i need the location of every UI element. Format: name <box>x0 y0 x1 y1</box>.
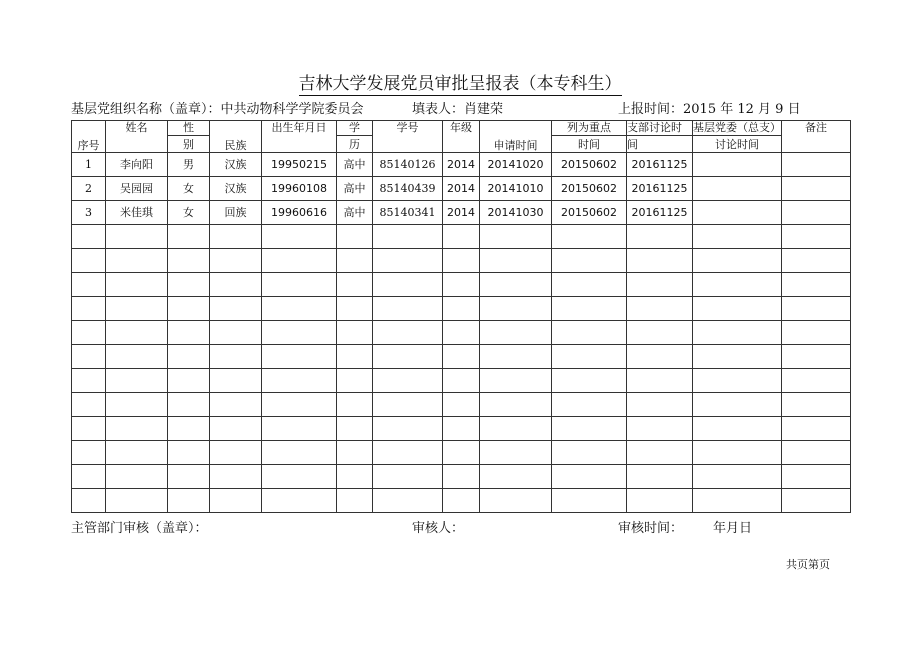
empty-cell <box>443 249 480 273</box>
empty-cell <box>337 321 373 345</box>
cell-education: 高中 <box>337 153 373 177</box>
empty-cell <box>262 225 337 249</box>
header-committee-top: 基层党委（总支） <box>693 121 781 134</box>
empty-cell <box>373 249 443 273</box>
empty-cell <box>262 297 337 321</box>
empty-row <box>72 345 851 369</box>
cell-branch-time: 20161125 <box>627 201 693 225</box>
empty-cell <box>72 225 106 249</box>
empty-cell <box>373 465 443 489</box>
empty-cell <box>693 321 782 345</box>
empty-cell <box>782 273 851 297</box>
empty-cell <box>443 369 480 393</box>
empty-cell <box>106 489 168 513</box>
cell-branch-time: 20161125 <box>627 153 693 177</box>
empty-cell <box>210 369 262 393</box>
empty-cell <box>168 417 210 441</box>
empty-cell <box>627 225 693 249</box>
empty-cell <box>693 249 782 273</box>
cell-ethnicity: 回族 <box>210 201 262 225</box>
empty-cell <box>782 489 851 513</box>
review-time-label: 审核时间： <box>618 521 684 536</box>
empty-cell <box>782 417 851 441</box>
empty-cell <box>480 393 552 417</box>
cell-birth: 19960108 <box>262 177 337 201</box>
cell-gender: 女 <box>168 177 210 201</box>
empty-cell <box>443 489 480 513</box>
empty-cell <box>72 393 106 417</box>
empty-cell <box>106 273 168 297</box>
empty-cell <box>337 369 373 393</box>
empty-cell <box>782 465 851 489</box>
header-name: 姓名 <box>106 121 168 153</box>
table-row <box>72 153 851 177</box>
empty-row <box>72 441 851 465</box>
empty-cell <box>627 249 693 273</box>
empty-cell <box>373 393 443 417</box>
empty-cell <box>480 369 552 393</box>
empty-cell <box>627 297 693 321</box>
cell-student-id: 85140341 <box>373 201 443 225</box>
empty-cell <box>552 345 627 369</box>
empty-cell <box>552 225 627 249</box>
empty-cell <box>373 489 443 513</box>
empty-cell <box>337 465 373 489</box>
header-focus-bottom: 时间 <box>552 136 627 153</box>
cell-seq: 3 <box>72 201 106 225</box>
empty-cell <box>443 345 480 369</box>
empty-cell <box>443 321 480 345</box>
empty-cell <box>782 321 851 345</box>
empty-cell <box>72 249 106 273</box>
header-grade: 年级 <box>443 121 480 153</box>
empty-cell <box>627 393 693 417</box>
empty-cell <box>693 297 782 321</box>
table-row <box>72 201 851 225</box>
cell-education: 高中 <box>337 201 373 225</box>
empty-cell <box>168 321 210 345</box>
header-edu-top: 学 <box>337 121 373 136</box>
org-name <box>71 102 364 118</box>
empty-cell <box>168 225 210 249</box>
empty-cell <box>693 393 782 417</box>
empty-cell <box>168 345 210 369</box>
filler <box>412 102 503 118</box>
empty-cell <box>168 465 210 489</box>
empty-cell <box>106 297 168 321</box>
empty-cell <box>693 273 782 297</box>
dept-review: 主管部门审核（盖章）： <box>71 521 208 536</box>
empty-cell <box>168 297 210 321</box>
empty-cell <box>262 321 337 345</box>
header-branch-bottom: 间 <box>627 136 693 153</box>
empty-cell <box>106 345 168 369</box>
empty-cell <box>106 393 168 417</box>
cell-birth: 19950215 <box>262 153 337 177</box>
empty-cell <box>262 345 337 369</box>
empty-cell <box>552 297 627 321</box>
cell-remarks <box>782 153 851 177</box>
header-focus-top: 列为重点 <box>552 121 627 136</box>
header-remarks: 备注 <box>782 121 851 153</box>
empty-cell <box>373 369 443 393</box>
table-row <box>72 177 851 201</box>
empty-cell <box>443 273 480 297</box>
empty-cell <box>782 369 851 393</box>
org-label: 基层党组织名称（盖章）： <box>71 102 221 117</box>
empty-cell <box>627 369 693 393</box>
empty-cell <box>337 393 373 417</box>
empty-cell <box>627 273 693 297</box>
empty-cell <box>552 249 627 273</box>
empty-cell <box>373 441 443 465</box>
cell-education: 高中 <box>337 177 373 201</box>
empty-cell <box>552 489 627 513</box>
empty-cell <box>480 489 552 513</box>
empty-row <box>72 489 851 513</box>
empty-cell <box>443 441 480 465</box>
empty-cell <box>72 465 106 489</box>
header-ethnicity: 民族 <box>210 121 262 153</box>
header-branch-top: 支部讨论时 <box>627 121 693 136</box>
cell-focus-time: 20150602 <box>552 153 627 177</box>
empty-cell <box>210 249 262 273</box>
empty-cell <box>782 441 851 465</box>
empty-cell <box>262 441 337 465</box>
empty-cell <box>262 465 337 489</box>
header-row-top <box>72 121 851 136</box>
empty-row <box>72 393 851 417</box>
empty-cell <box>480 441 552 465</box>
cell-grade: 2014 <box>443 177 480 201</box>
empty-cell <box>106 321 168 345</box>
empty-cell <box>552 273 627 297</box>
empty-cell <box>552 369 627 393</box>
empty-cell <box>210 417 262 441</box>
review-time-value: 年月日 <box>713 521 753 536</box>
cell-grade: 2014 <box>443 153 480 177</box>
empty-cell <box>262 249 337 273</box>
approval-table <box>71 120 851 513</box>
cell-apply-time: 20141030 <box>480 201 552 225</box>
reviewer: 审核人： <box>412 521 465 536</box>
empty-cell <box>480 249 552 273</box>
cell-birth: 19960616 <box>262 201 337 225</box>
empty-cell <box>480 345 552 369</box>
empty-cell <box>262 489 337 513</box>
empty-cell <box>480 321 552 345</box>
cell-focus-time: 20150602 <box>552 177 627 201</box>
form-title: 吉林大学发展党员审批呈报表（本专科生） <box>298 74 622 94</box>
header-edu-bottom: 历 <box>337 136 373 153</box>
empty-cell <box>373 273 443 297</box>
header-apply-time: 申请时间 <box>480 121 552 153</box>
empty-cell <box>627 465 693 489</box>
empty-cell <box>106 465 168 489</box>
empty-cell <box>210 393 262 417</box>
empty-cell <box>627 441 693 465</box>
empty-cell <box>262 393 337 417</box>
empty-cell <box>552 393 627 417</box>
empty-cell <box>337 297 373 321</box>
empty-cell <box>106 225 168 249</box>
cell-name: 李向阳 <box>106 153 168 177</box>
empty-cell <box>210 489 262 513</box>
empty-cell <box>262 369 337 393</box>
cell-seq: 1 <box>72 153 106 177</box>
empty-cell <box>106 249 168 273</box>
empty-cell <box>782 225 851 249</box>
empty-cell <box>373 417 443 441</box>
empty-cell <box>106 369 168 393</box>
empty-row <box>72 417 851 441</box>
empty-cell <box>627 345 693 369</box>
cell-student-id: 85140439 <box>373 177 443 201</box>
cell-committee-time <box>693 201 782 225</box>
empty-cell <box>782 393 851 417</box>
cell-seq: 2 <box>72 177 106 201</box>
page-number: 共页第页 <box>786 558 830 571</box>
empty-row <box>72 369 851 393</box>
empty-cell <box>262 273 337 297</box>
empty-cell <box>210 321 262 345</box>
empty-row <box>72 273 851 297</box>
empty-cell <box>373 345 443 369</box>
empty-cell <box>443 417 480 441</box>
empty-cell <box>552 465 627 489</box>
empty-cell <box>693 465 782 489</box>
empty-cell <box>210 345 262 369</box>
empty-cell <box>693 417 782 441</box>
empty-cell <box>693 345 782 369</box>
empty-cell <box>552 417 627 441</box>
empty-cell <box>443 465 480 489</box>
empty-cell <box>373 297 443 321</box>
cell-branch-time: 20161125 <box>627 177 693 201</box>
empty-cell <box>210 465 262 489</box>
header-committee-bottom: 讨论时间 <box>693 136 782 153</box>
cell-committee-time <box>693 153 782 177</box>
empty-cell <box>337 489 373 513</box>
empty-cell <box>168 369 210 393</box>
empty-cell <box>443 225 480 249</box>
header-gender-top: 性 <box>168 121 210 136</box>
header-birth: 出生年月日 <box>262 121 337 153</box>
empty-row <box>72 225 851 249</box>
empty-cell <box>337 225 373 249</box>
empty-cell <box>693 489 782 513</box>
empty-cell <box>210 273 262 297</box>
empty-cell <box>337 273 373 297</box>
empty-cell <box>480 225 552 249</box>
empty-cell <box>210 297 262 321</box>
empty-cell <box>782 345 851 369</box>
cell-remarks <box>782 201 851 225</box>
empty-cell <box>72 321 106 345</box>
empty-cell <box>782 249 851 273</box>
cell-gender: 男 <box>168 153 210 177</box>
empty-cell <box>168 273 210 297</box>
cell-ethnicity: 汉族 <box>210 177 262 201</box>
empty-cell <box>480 465 552 489</box>
cell-gender: 女 <box>168 201 210 225</box>
cell-committee-time <box>693 177 782 201</box>
cell-name: 吴园园 <box>106 177 168 201</box>
empty-cell <box>72 369 106 393</box>
empty-cell <box>627 489 693 513</box>
empty-cell <box>373 225 443 249</box>
empty-cell <box>552 441 627 465</box>
empty-cell <box>480 297 552 321</box>
empty-cell <box>72 417 106 441</box>
empty-cell <box>480 273 552 297</box>
report-label: 上报时间： <box>618 102 684 117</box>
filler-value: 肖建荣 <box>464 102 504 117</box>
empty-cell <box>480 417 552 441</box>
empty-cell <box>627 417 693 441</box>
empty-cell <box>168 489 210 513</box>
cell-student-id: 85140126 <box>373 153 443 177</box>
empty-row <box>72 297 851 321</box>
empty-cell <box>72 273 106 297</box>
empty-cell <box>782 297 851 321</box>
empty-cell <box>72 297 106 321</box>
empty-cell <box>373 321 443 345</box>
empty-row <box>72 321 851 345</box>
cell-focus-time: 20150602 <box>552 201 627 225</box>
empty-cell <box>72 441 106 465</box>
empty-cell <box>693 225 782 249</box>
empty-cell <box>168 393 210 417</box>
empty-cell <box>337 249 373 273</box>
header-student-id: 学号 <box>373 121 443 153</box>
filler-label: 填表人： <box>412 102 465 117</box>
report-time <box>618 102 801 118</box>
cell-apply-time: 20141020 <box>480 153 552 177</box>
empty-cell <box>337 345 373 369</box>
cell-remarks <box>782 177 851 201</box>
empty-cell <box>552 321 627 345</box>
report-value: 2015 年 12 月 9 日 <box>683 102 801 117</box>
empty-cell <box>693 441 782 465</box>
org-value: 中共动物科学学院委员会 <box>220 102 364 117</box>
empty-cell <box>210 441 262 465</box>
empty-cell <box>262 417 337 441</box>
empty-cell <box>693 369 782 393</box>
empty-cell <box>106 441 168 465</box>
empty-cell <box>106 417 168 441</box>
empty-cell <box>443 393 480 417</box>
empty-cell <box>210 225 262 249</box>
empty-cell <box>337 417 373 441</box>
empty-cell <box>168 441 210 465</box>
empty-row <box>72 249 851 273</box>
review-time <box>618 521 752 537</box>
empty-row <box>72 465 851 489</box>
empty-cell <box>168 249 210 273</box>
empty-cell <box>72 489 106 513</box>
cell-name: 米佳琪 <box>106 201 168 225</box>
empty-cell <box>443 297 480 321</box>
cell-grade: 2014 <box>443 201 480 225</box>
header-gender-bottom: 别 <box>168 136 210 153</box>
empty-cell <box>72 345 106 369</box>
header-seq: 序号 <box>72 121 106 153</box>
cell-ethnicity: 汉族 <box>210 153 262 177</box>
cell-apply-time: 20141010 <box>480 177 552 201</box>
empty-cell <box>627 321 693 345</box>
empty-cell <box>337 441 373 465</box>
